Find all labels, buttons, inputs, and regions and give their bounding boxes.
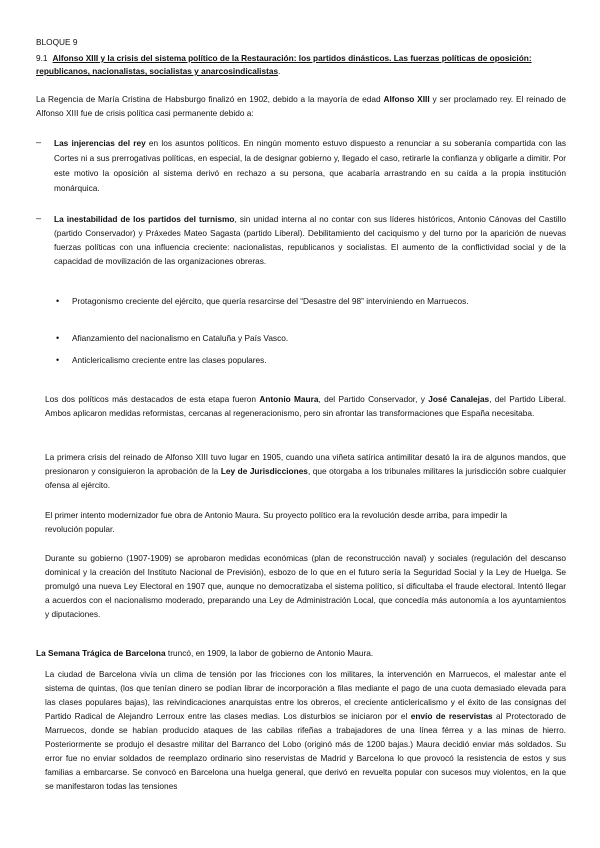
politicians-text-1: Los dos políticos más destacados de esta etapa fueron [45, 394, 260, 404]
section-title-end: . [278, 66, 281, 76]
cause-item-king [54, 136, 566, 196]
cause-bold-king: Las injerencias del rey [54, 138, 146, 148]
bullet-marker: • [56, 333, 60, 343]
dash-marker: – [36, 213, 42, 223]
tragic-week-bold: La Semana Trágica de Barcelona [36, 648, 166, 658]
paragraph-first-crisis [45, 450, 566, 492]
politicians-text-2: , del Partido Conservador, y [318, 394, 429, 404]
crisis-bold-law: Ley de Jurisdicciones [220, 466, 308, 476]
tragic-week-text: truncó, en 1909, la labor de gobierno de Antonio Maura. [165, 648, 374, 658]
paragraph-tragic-week [36, 646, 566, 660]
politicians-text-3: , del Partido Liberal. Ambos aplicaron medidas reformistas, cercanas al regeneracionismo, pero sin afrontar las transformaciones que España necesitaba. [45, 394, 567, 418]
paragraph-barcelona [45, 667, 566, 793]
intro-paragraph [36, 92, 566, 120]
bullet-item: Protagonismo creciente del ejército, que quería resarcirse del “Desastre del 98” interviniendo en Marruecos. [72, 296, 469, 306]
politicians-bold-maura: Antonio Maura [259, 394, 319, 404]
section-number: 9.1 [36, 53, 48, 63]
block-heading: BLOQUE 9 [36, 37, 78, 47]
barcelona-text-2: al Protectorado de Marruecos, donde se habían producido ataques de las cabilas rifeñas a trabajadores de una línea férrea y a las minas de hierro. Posteriormente se produjo el desastre militar del Barranco del Lobo (originó más de 1200 bajas.) Maura decidió enviar más soldados. Su error fue no enviar soldados de reemplazo ordinario sino reservistas de Madrid y Barcelona lo que provocó la resistencia de estos y sus familias a embarcarse. Se convocó en Barcelona una huelga general, que derivó en revuelta popular con sucesos muy violentos, en la que se manifestaron todas las tensiones [45, 711, 567, 791]
bullet-item: Afianzamiento del nacionalismo en Cataluña y País Vasco. [72, 333, 289, 343]
paragraph-government: Durante su gobierno (1907-1909) se aprobaron medidas económicas (plan de reconstrucción naval) y sociales (regulación del descanso dominical y la creación del Instituto Nacional de Previsión), esbozo de lo que en el futuro sería la Seguridad Social y la Ley de Huelga. Se promulgó una nueva Ley Electoral en 1907 que, aunque no democratizaba el sistema político, sí dificultaba el fraude electoral. Intentó llegar a acuerdos con el nacionalismo moderado, preparando una Ley de Administración Local, que concedía más autonomía a los ayuntamientos y diputaciones. [45, 553, 566, 619]
intro-bold-king: Alfonso XIII [383, 94, 430, 104]
paragraph-politicians [45, 392, 566, 420]
crisis-text-1: La primera crisis del reinado de Alfonso XIII tuvo lugar en 1905, cuando una viñeta satírica antimilitar desató la ira de algunos mandos, que presionaron y consiguieron la aprobación de la [45, 452, 566, 476]
cause-bold-parties: La inestabilidad de los partidos del turnismo [54, 214, 235, 224]
cause-text-parties: , sin unidad interna al no contar con sus líderes históricos, Antonio Cánovas del Castillo (partido Conservador) y Práxedes Mateo Sagasta (partido Liberal). Debilitamiento del caciquismo y del turno por la aparición de nuevas fuerzas políticas con una influencia creciente: nacionalistas, republicanos y socialistas. El aumento de la conflictividad social y de la capacidad de movilización de las organizaciones obreras. [54, 214, 566, 266]
paragraph-first-attempt: El primer intento modernizador fue obra de Antonio Maura. Su proyecto político era la revolución desde arriba, para impedir la revolución popular. [45, 510, 508, 534]
intro-text-2: y ser proclamado rey. El reinado de Alfonso XIII fue de crisis política casi permanente debido a: [36, 94, 566, 118]
dash-marker: – [36, 137, 42, 147]
crisis-text-2: , que otorgaba a los tribunales militares la jurisdicción sobre cualquier ofensa al ejército. [45, 466, 566, 490]
barcelona-text-1: La ciudad de Barcelona vivía un clima de tensión por las fricciones con los militares, la intervención en Marruecos, el malestar ante el sistema de quintas, (los que tenían dinero se podían librar de incorporación a filas mediante el pago de una cuota demasiado elevada para las clases populares bajas), las reivindicaciones anarquistas entre los obreros, el creciente anticlericalismo y el éxito de las consignas del Partido Radical de Alejandro Lerroux entre las clases medias. Los disturbios se iniciaron por el [45, 669, 566, 721]
section-title-text: Alfonso XIII y la crisis del sistema político de la Restauración: los partidos dinásticos. Las fuerzas políticas de oposición: republicanos, nacionalistas, socialistas y anarcosindicalistas [36, 53, 532, 76]
politicians-bold-canalejas: José Canalejas [428, 394, 490, 404]
intro-text-1: La Regencia de María Cristina de Habsburgo finalizó en 1902, debido a la mayoría de edad [36, 94, 384, 104]
bullet-marker: • [56, 296, 60, 306]
barcelona-bold-reservists: envío de reservistas [410, 711, 493, 721]
cause-text-king: en los asuntos políticos. En ningún momento estuvo dispuesto a renunciar a su soberanía compartida con las Cortes ni a sus prerrogativas políticas, en especial, la de designar gobierno y, llegado el caso, retirarle la confianza y obligarle a dimitir. Por este motivo la oposición al sistema derivó en rechazo a su persona, que acabaría arrastrando en su caída a la propia institución monárquica. [54, 138, 566, 193]
bullet-item: Anticlericalismo creciente entre las clases populares. [72, 355, 267, 365]
section-title [36, 52, 566, 78]
bullet-marker: • [56, 355, 60, 365]
cause-item-parties [54, 212, 566, 268]
